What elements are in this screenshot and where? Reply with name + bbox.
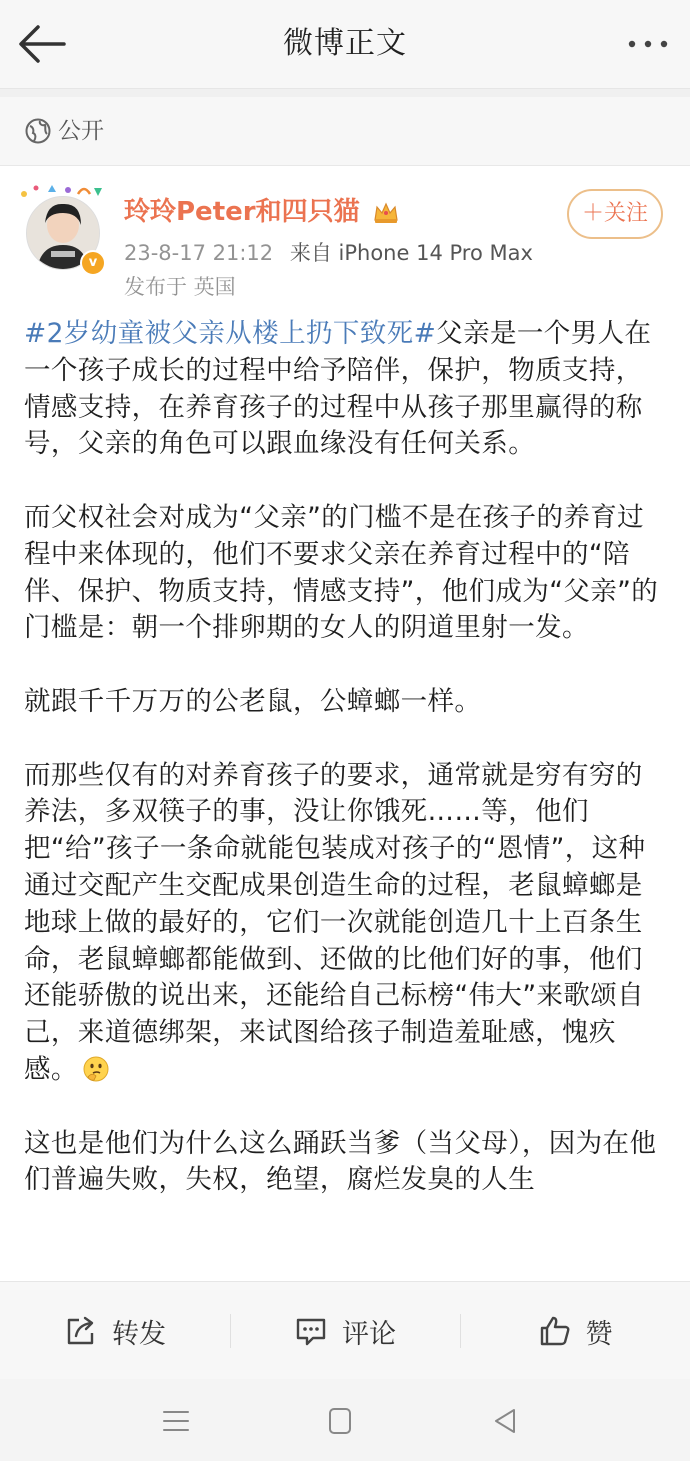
comment-label: 评论 [342,1318,396,1350]
paragraph: 而父权社会对成为“父亲”的门槛不是在孩子的养育过程中来体现的，他们不要求父亲在养育过程中的“陪伴、保护、物质支持，情感支持”，他们成为“父亲”的门槛是：朝一个排卵期的女人的阴道里射一发。 [24,501,659,644]
paragraph-text: 而那些仅有的对养育孩子的要求，通常就是穷有穷的养法，多双筷子的事，没让你饿死……等，他们把“给”孩子一条命就能包装成对孩子的“恩情”，这种通过交配产生交配成果创造生命的过程，老鼠蟑螂是地球上做的最好的，它们一次就能创造几十上百条生命，老鼠蟑螂都能做到、还做的比他们好的事，他们还能骄傲的说出来，还能给自己标榜“伟大”来歌颂自己，来道德绑架，来试图给孩子制造羞耻感，愧疚感。 [24,759,646,1085]
author-name[interactable]: 玲玲Peter和四只猫 [124,197,360,227]
thinking-face-emoji [82,1055,110,1083]
repost-icon [64,1314,98,1348]
like-button[interactable] [460,1282,690,1380]
visibility-row [0,97,690,166]
weibo-post [0,166,690,1281]
home-icon[interactable] [320,1401,360,1441]
back-triangle-icon[interactable] [486,1401,526,1441]
repost-label: 转发 [112,1318,166,1350]
thumbs-up-icon [538,1314,572,1348]
post-content [24,316,669,1236]
post-time: 23-8-17 21:12 [124,241,274,265]
header-divider [0,89,690,97]
post-meta [124,238,533,268]
crown-icon [372,198,400,226]
page-title: 微博正文 [283,26,407,61]
post-source: iPhone 14 Pro Max [338,241,533,265]
action-bar [0,1281,690,1380]
hashtag-link[interactable]: #2岁幼童被父亲从楼上扔下致死# [24,318,437,349]
source-prefix: 来自 [289,241,332,265]
paragraph [24,758,669,1089]
more-dots-icon[interactable] [624,30,672,58]
like-label: 赞 [585,1318,613,1350]
comment-button[interactable] [230,1282,460,1380]
follow-button[interactable]: ＋关注 [567,189,663,239]
top-navigation-bar [0,0,690,89]
visibility-label: 公开 [58,118,104,144]
comment-icon [294,1314,328,1348]
paragraph: 就跟千千万万的公老鼠，公蟑螂一样。 [24,685,482,717]
menu-icon[interactable] [156,1401,196,1441]
paragraph [24,316,669,463]
repost-button[interactable] [0,1282,230,1380]
paragraph: 这也是他们为什么这么踊跃当爹（当父母），因为在他们普遍失败，失权，绝望，腐烂发臭的人生 [24,1127,657,1196]
avatar[interactable] [18,180,108,272]
globe-icon [24,117,52,145]
verified-badge: v [80,250,106,276]
post-location: 发布于 英国 [124,275,236,299]
paragraph-text: 父亲是一个男人在一个孩子成长的过程中给予陪伴，保护，物质支持，情感支持，在养育孩子的过程中从孩子那里赢得的称号，父亲的角色可以跟血缘没有任何关系。 [24,318,652,460]
system-navigation-bar [0,1379,690,1461]
